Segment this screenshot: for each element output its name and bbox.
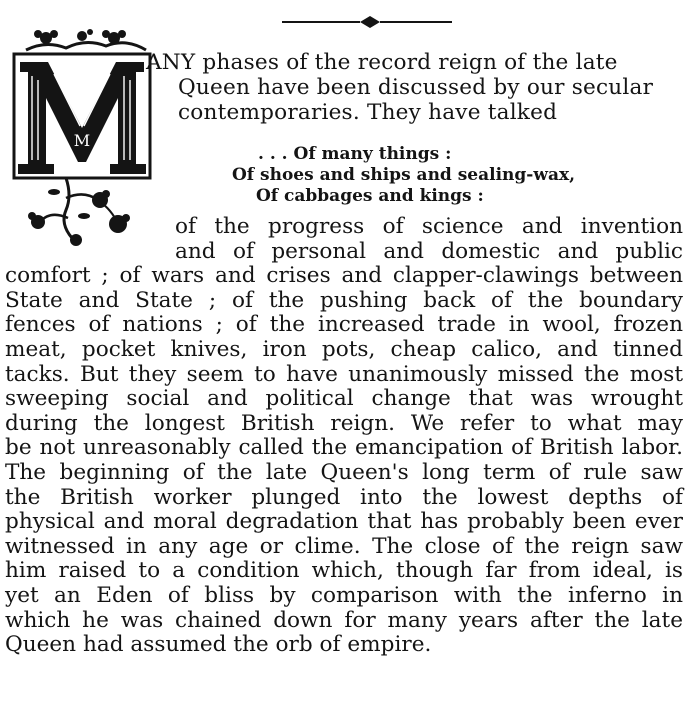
quoted-verse (232, 144, 632, 207)
lead-line: ANY phases of the record reign of the late (146, 50, 618, 75)
body-line: witnessed in any age or clime. The close of the reign saw (5, 533, 683, 559)
body-line: the British worker plunged into the lowest depths of (5, 484, 683, 510)
body-line: yet an Eden of bliss by comparison with the inferno in (5, 582, 683, 608)
body-line: sweeping social and political change that was wrought (5, 386, 683, 412)
body-line: which he was chained down for many years after the late (5, 607, 683, 633)
decorated-drop-cap (6, 28, 166, 246)
body-line: tacks. But they seem to have unanimously missed the most (5, 361, 683, 387)
verse-line: . . . Of many things : (258, 144, 452, 164)
body-line: and of personal and domestic and public (175, 238, 683, 264)
body-line: fences of nations ; of the increased trade in wool, frozen (5, 312, 683, 338)
lead-line: Queen have been discussed by our secular (178, 75, 654, 100)
body-line: during the longest British reign. We refer to what may (5, 410, 683, 436)
verse-line: Of cabbages and kings : (256, 186, 484, 206)
body-line: physical and moral degradation that has probably been ever (5, 509, 683, 535)
svg-text:M: M (73, 131, 91, 150)
body-line: him raised to a condition which, though far from ideal, is (5, 558, 683, 584)
article-lead (146, 50, 685, 125)
body-line: comfort ; of wars and crises and clapper-clawings between (5, 263, 683, 289)
lead-line: contemporaries. They have talked (178, 100, 558, 125)
ornamental-rule (282, 12, 452, 32)
body-line: of the progress of science and invention (175, 214, 683, 239)
body-line: Queen had assumed the orb of empire. (5, 632, 432, 658)
article-body (5, 215, 683, 658)
body-line: meat, pocket knives, iron pots, cheap calico, and tinned (5, 336, 683, 362)
verse-line: Of shoes and ships and sealing-wax, (232, 165, 576, 185)
body-line: The beginning of the late Queen's long term of rule saw (5, 459, 683, 485)
floral-crown-icon (26, 29, 146, 50)
body-line: be not unreasonably called the emancipation of British labor. (5, 435, 683, 461)
body-line: State and State ; of the pushing back of the boundary (5, 287, 683, 313)
